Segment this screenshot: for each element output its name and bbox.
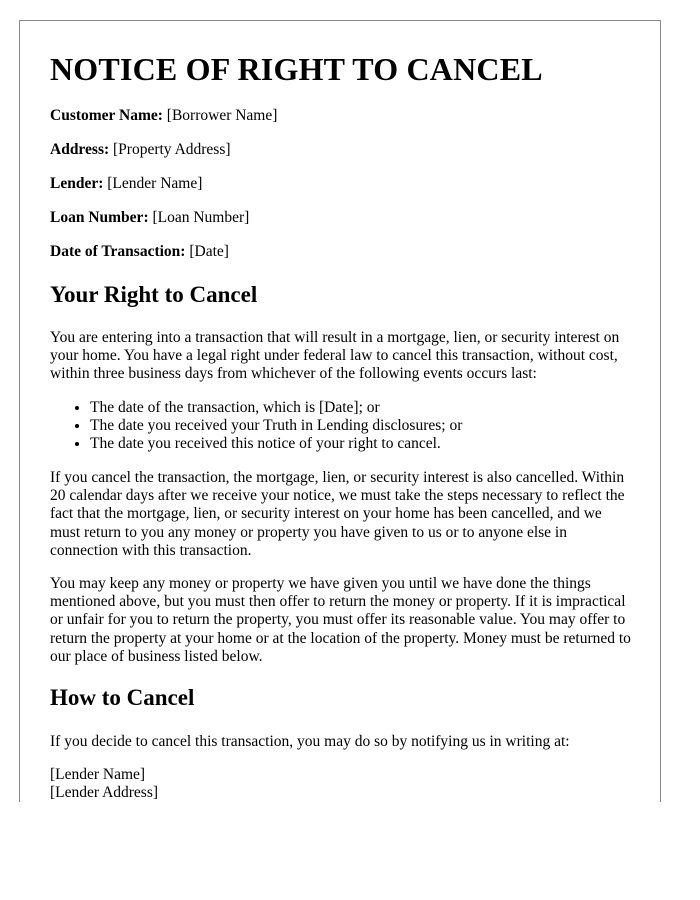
list-item: • The date you received your Truth in Lending disclosures; or — [90, 417, 650, 435]
field-date-of-transaction — [50, 243, 229, 261]
field-label: Lender: — [50, 175, 104, 192]
field-loan-number — [50, 209, 249, 227]
right-to-cancel-intro: You are entering into a transaction that will result in a mortgage, lien, or security interest on your home. You have a legal right under federal law to cancel this transaction, without cost, within three business days from whichever of the following events occurs last: — [50, 329, 620, 383]
notice-document — [19, 20, 661, 802]
lender-address-line: [Lender Address] — [50, 784, 159, 801]
field-value: [Lender Name] — [107, 175, 203, 192]
field-lender — [50, 175, 202, 193]
document-title: NOTICE OF RIGHT TO CANCEL — [50, 51, 543, 87]
lender-name-line: [Lender Name] — [50, 766, 146, 783]
section-heading-how-to-cancel: How to Cancel — [50, 685, 195, 710]
return-property-paragraph: You may keep any money or property we have given you until we have done the things mentioned above, but you must then offer to return the money or property. If it is impractical or unfair for you to return the property, you must offer its reasonable value. You may offer to return the property at your home or at the location of the property. Money must be returned to our place of business listed below. — [50, 575, 631, 665]
field-label: Date of Transaction: — [50, 243, 186, 260]
cancel-events-list — [50, 399, 650, 454]
field-value: [Property Address] — [113, 141, 231, 158]
field-label: Address: — [50, 141, 110, 158]
field-label: Loan Number: — [50, 209, 149, 226]
field-value: [Borrower Name] — [166, 107, 278, 124]
how-to-cancel-intro: If you decide to cancel this transaction, you may do so by notifying us in writing at: — [50, 733, 570, 750]
field-customer-name — [50, 107, 277, 125]
field-value: [Date] — [189, 243, 229, 260]
field-label: Customer Name: — [50, 107, 163, 124]
section-heading-right-to-cancel: Your Right to Cancel — [50, 282, 258, 307]
list-item: • The date you received this notice of your right to cancel. — [90, 435, 650, 453]
list-item: • The date of the transaction, which is [Date]; or — [90, 399, 650, 417]
field-value: [Loan Number] — [152, 209, 250, 226]
cancellation-effects-paragraph: If you cancel the transaction, the mortgage, lien, or security interest is also cancelled. Within 20 calendar days after we receive your notice, we must take the steps necessary to reflect the fact that the mortgage, lien, or security interest on your home has been cancelled, and we must return to you any money or property you have given to us or to anyone else in connection with this transaction. — [50, 469, 625, 559]
field-address — [50, 141, 231, 159]
